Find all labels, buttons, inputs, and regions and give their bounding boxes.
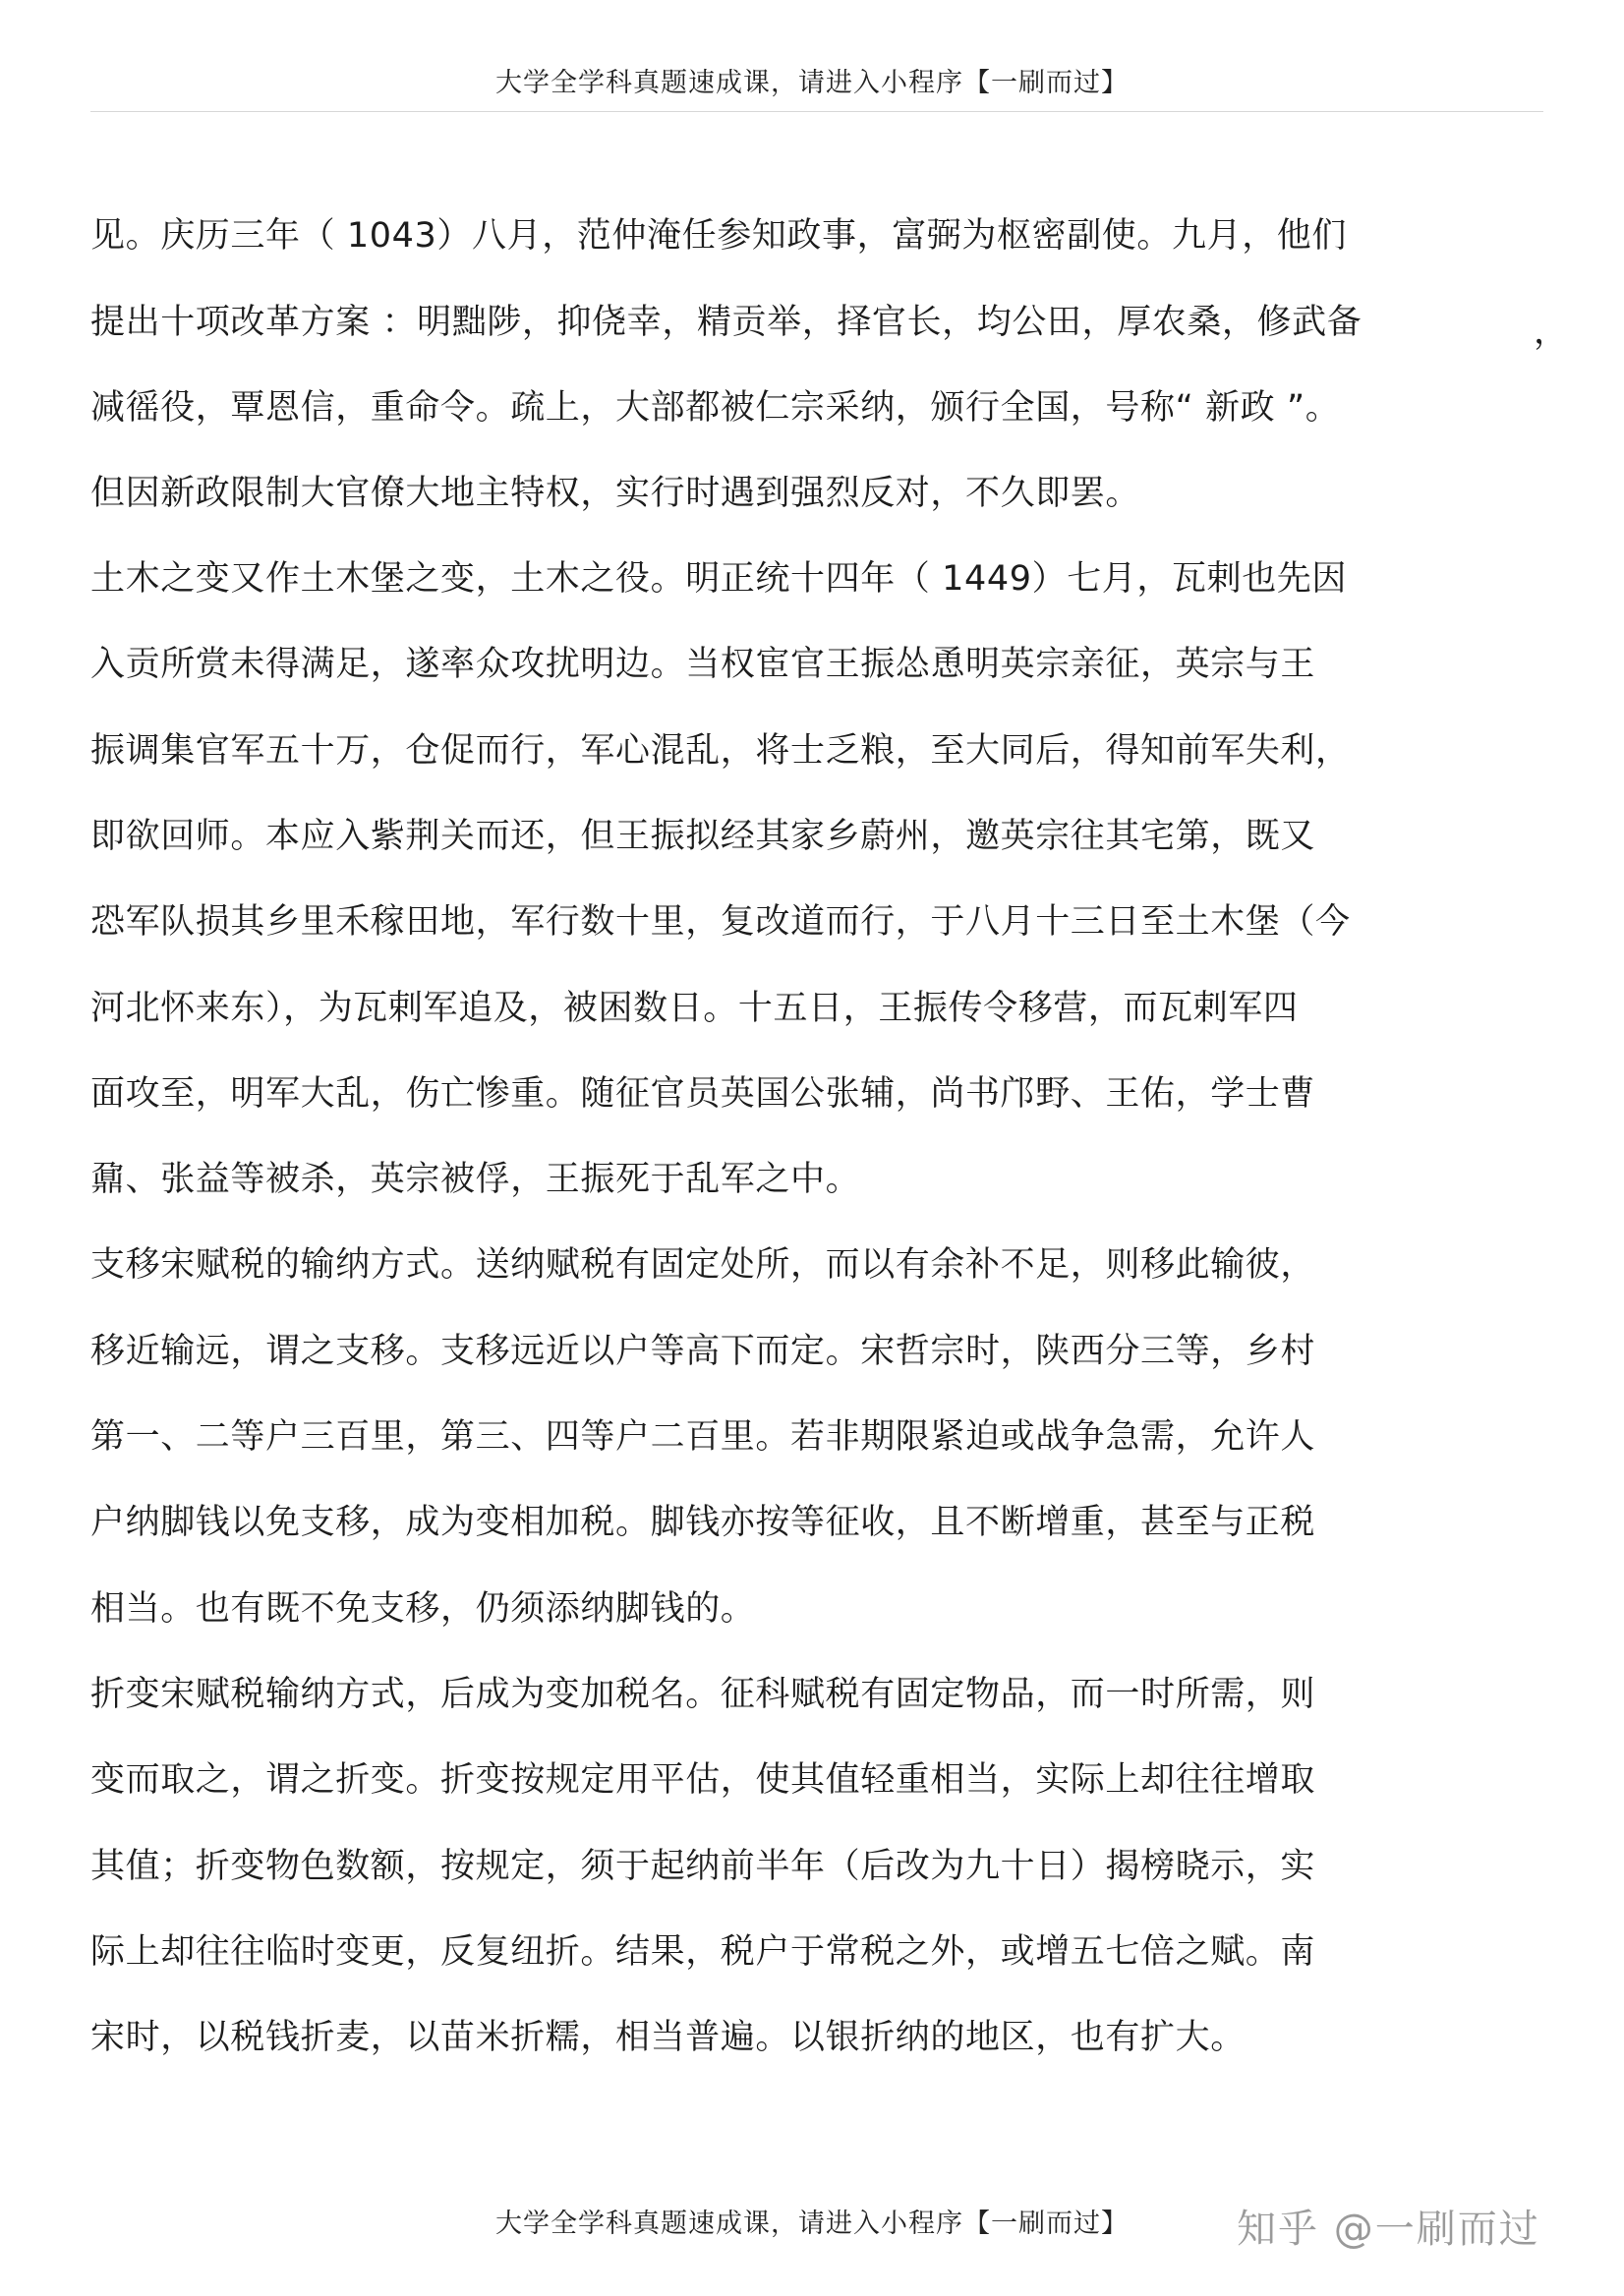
body-line: 土木之变又作土木堡之变，土木之役。明正统十四年（ 1449）七月，瓦剌也先因 [90,559,1348,599]
body-line: 恐军队损其乡里禾稼田地，军行数十里，复改道而行，于八月十三日至土木堡（今 [90,902,1351,942]
body-line: 变而取之，谓之折变。折变按规定用平估，使其值轻重相当，实际上却往往增取 [90,1760,1316,1800]
body-line: 面攻至，明军大乱，伤亡惨重。随征官员英国公张辅，尚书邝野、王佑，学士曹 [90,1074,1316,1114]
trailing-comma: ， [1534,313,1569,352]
body-line: 户纳脚钱以免支移，成为变相加税。脚钱亦按等征收，且不断增重，甚至与正税 [90,1503,1316,1542]
body-line: 其值；折变物色数额，按规定，须于起纳前半年（后改为九十日）揭榜晓示，实 [90,1847,1316,1886]
page-footer: 大学全学科真题速成课，请进入小程序【一刷而过】 [495,2209,1129,2239]
body-line: 相当。也有既不免支移，仍须添纳脚钱的。 [90,1589,756,1629]
body-line: 折变宋赋税输纳方式，后成为变加税名。征科赋税有固定物品，而一时所需，则 [90,1675,1316,1714]
body-line: 宋时，以税钱折麦，以苗米折糯，相当普遍。以银折纳的地区，也有扩大。 [90,2018,1246,2057]
header-divider [90,111,1543,112]
zhihu-watermark: 知乎 @一刷而过 [1237,2207,1540,2252]
body-line: 际上却往往临时变更，反复纽折。结果，税户于常税之外，或增五七倍之赋。南 [90,1932,1316,1972]
body-line: 但因新政限制大官僚大地主特权，实行时遇到强烈反对，不久即罢。 [90,474,1141,513]
body-line: 提出十项改革方案 ：明黜陟，抑侥幸，精贡举，择官长，均公田，厚农桑，修武备 [90,303,1363,342]
body-line: 振调集官军五十万，仓促而行，军心混乱，将士乏粮，至大同后，得知前军失利， [90,731,1351,771]
body-line: 入贡所赏未得满足，遂率众攻扰明边。当权宦官王振怂恿明英宗亲征，英宗与王 [90,645,1316,684]
body-line: 第一、二等户三百里，第三、四等户二百里。若非期限紧迫或战争急需，允许人 [90,1417,1316,1457]
body-line: 移近输远，谓之支移。支移远近以户等高下而定。宋哲宗时，陕西分三等，乡村 [90,1332,1316,1371]
body-line: 即欲回师。本应入紫荆关而还，但王振拟经其家乡蔚州，邀英宗往其宅第，既又 [90,817,1316,856]
body-line: 见。庆历三年（ 1043）八月，范仲淹任参知政事，富弼为枢密副使。九月，他们 [90,216,1348,256]
body-line: 减徭役，覃恩信，重命令。疏上，大部都被仁宗采纳，颁行全国，号称“ 新政 ”。 [90,388,1341,428]
page-header: 大学全学科真题速成课，请进入小程序【一刷而过】 [495,68,1129,98]
body-line: 鼐、张益等被杀，英宗被俘，王振死于乱军之中。 [90,1160,861,1199]
body-line: 河北怀来东），为瓦剌军追及，被困数日。十五日，王振传令移营，而瓦剌军四 [90,989,1299,1028]
body-line: 支移宋赋税的输纳方式。送纳赋税有固定处所，而以有余补不足，则移此输彼， [90,1245,1316,1285]
